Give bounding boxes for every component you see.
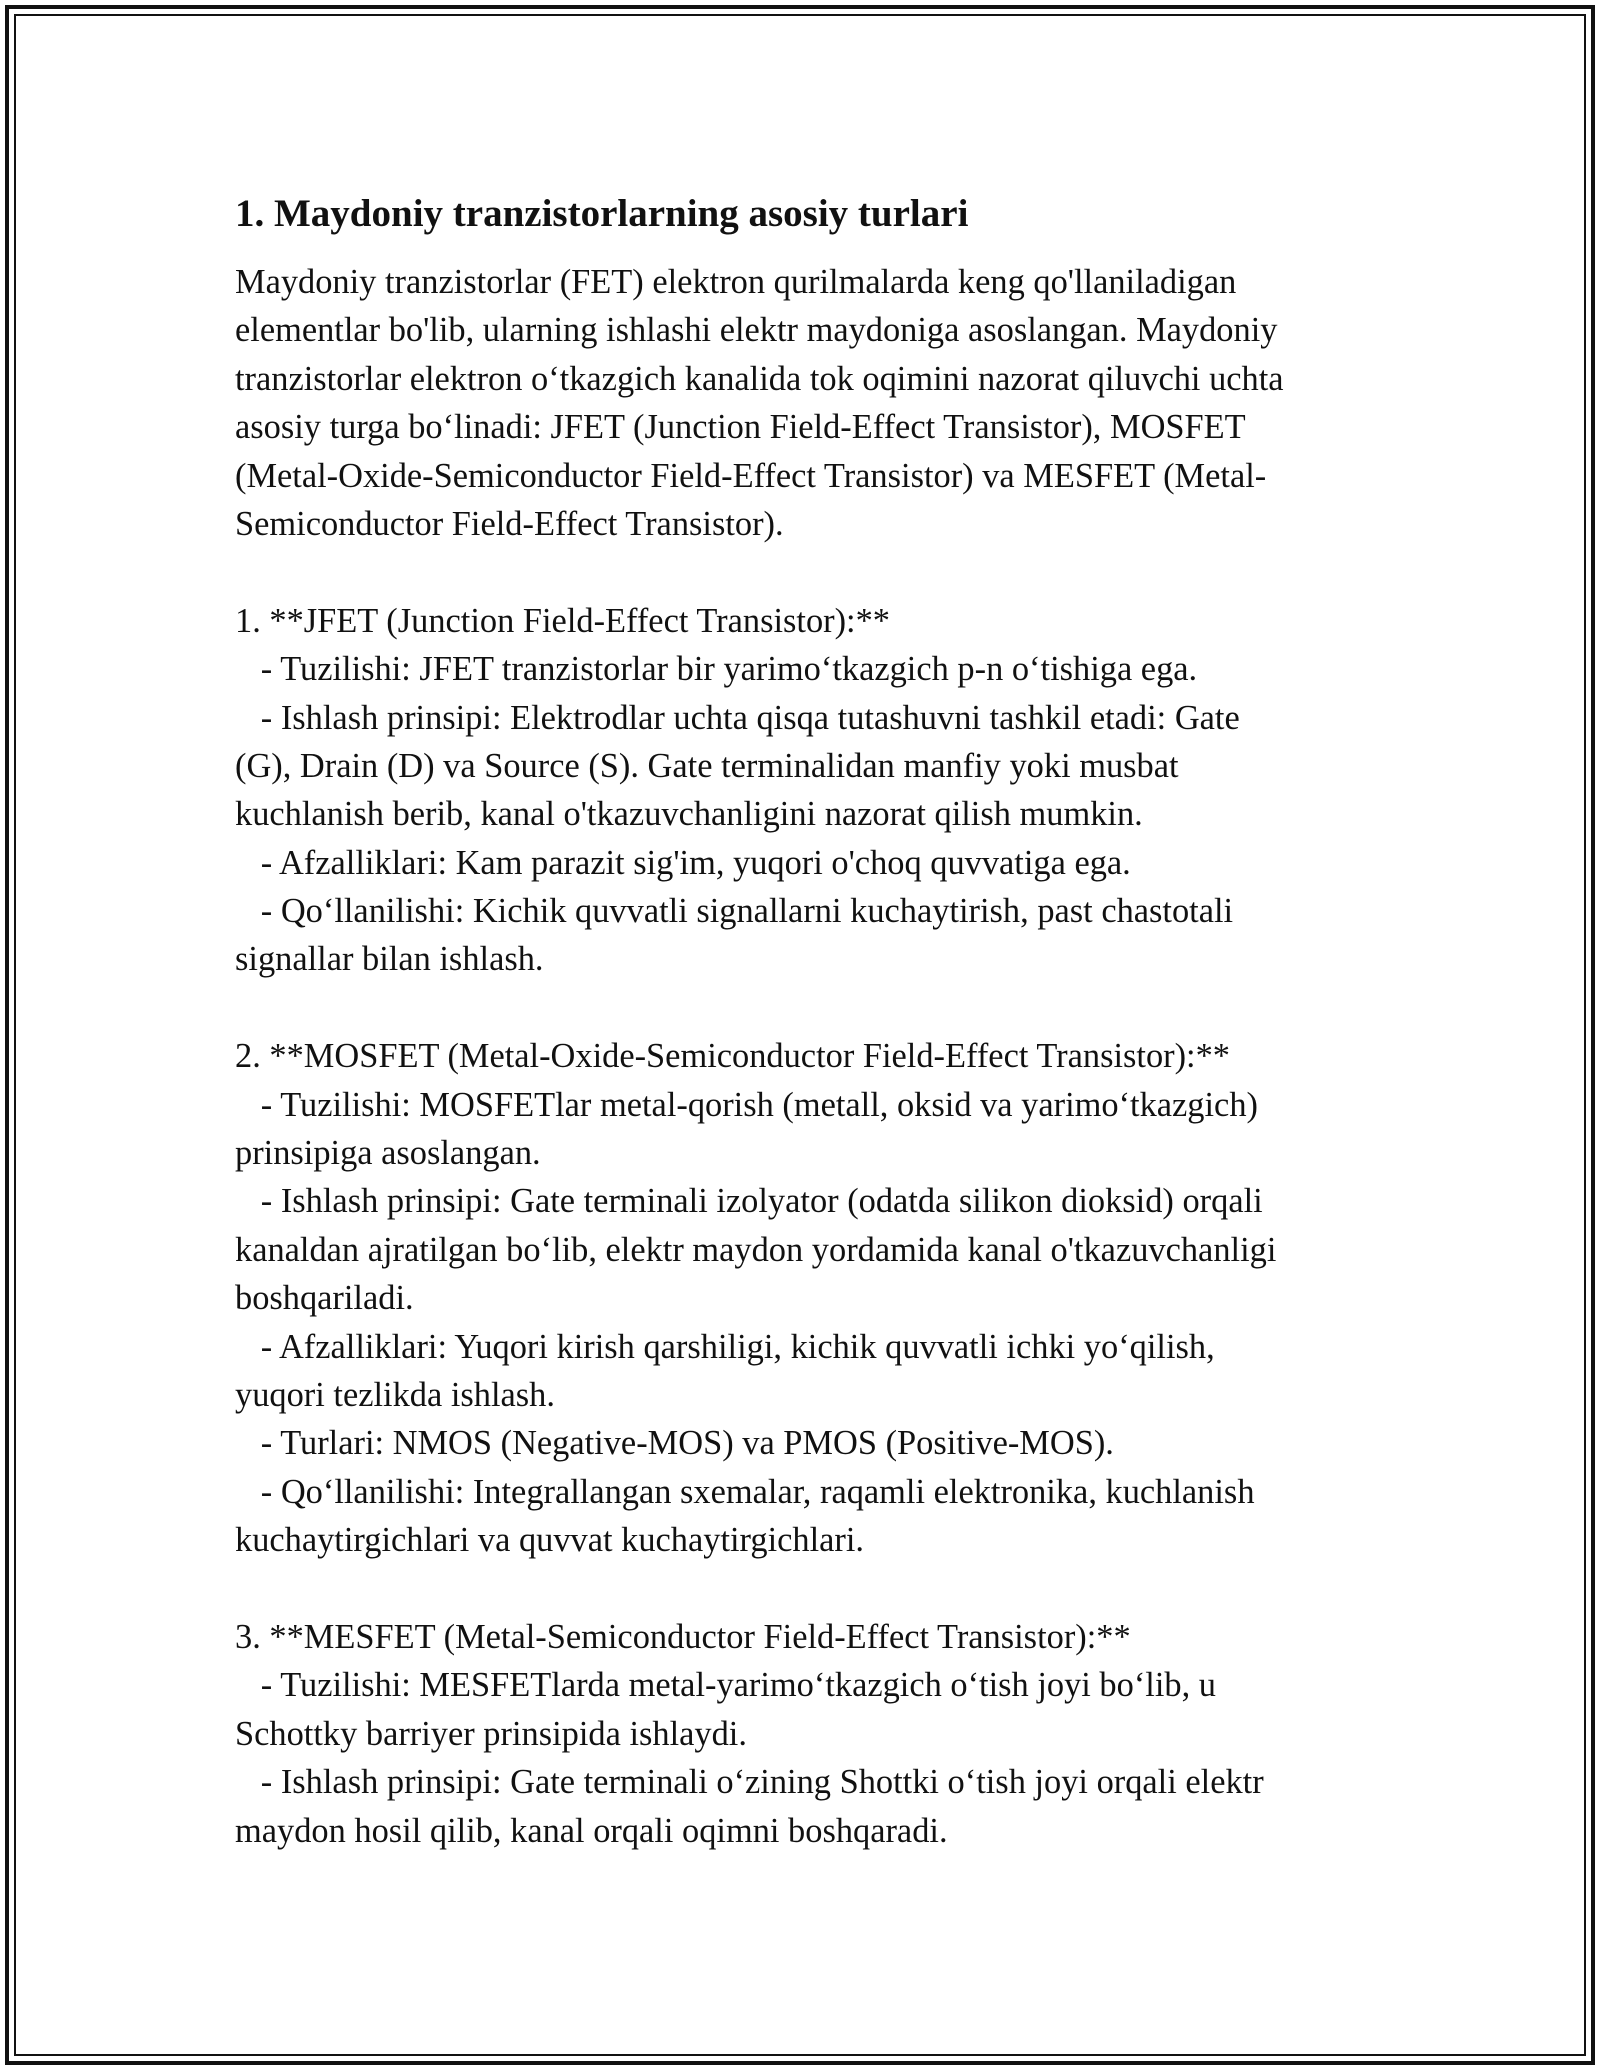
text-line: signallar bilan ishlash.	[235, 940, 544, 979]
text-line: 2. **MOSFET (Metal-Oxide-Semiconductor Field-Effect Transistor):**	[235, 1037, 1230, 1076]
blank-line	[235, 548, 1375, 596]
text-line: kanaldan ajratilgan bo‘lib, elektr maydon yordamida kanal o'tkazuvchanligi	[235, 1230, 1277, 1269]
text-line: - Tuzilishi: MOSFETlar metal-qorish (metall, oksid va yarimo‘tkazgich)	[235, 1085, 1258, 1124]
text-line: Schottky barriyer prinsipida ishlaydi.	[235, 1714, 747, 1753]
text-line: yuqori tezlikda ishlash.	[235, 1375, 555, 1414]
text-line: 1. **JFET (Junction Field-Effect Transistor):**	[235, 601, 890, 640]
text-line: Maydoniy tranzistorlar (FET) elektron qurilmalarda keng qo'llaniladigan	[235, 263, 1237, 301]
text-line: - Turlari: NMOS (Negative-MOS) va PMOS (Positive-MOS).	[235, 1424, 1114, 1463]
text-line: 3. **MESFET (Metal-Semiconductor Field-Effect Transistor):**	[235, 1617, 1131, 1656]
text-line: (Metal-Oxide-Semiconductor Field-Effect Transistor) va MESFET (Metal-	[235, 456, 1267, 495]
text-line: - Tuzilishi: JFET tranzistorlar bir yarimo‘tkazgich p-n o‘tishiga ega.	[235, 650, 1198, 689]
text-line: prinsipiga asoslangan.	[235, 1134, 541, 1173]
text-line: maydon hosil qilib, kanal orqali oqimni boshqaradi.	[235, 1811, 948, 1850]
text-line: - Qo‘llanilishi: Kichik quvvatli signallarni kuchaytirish, past chastotali	[235, 892, 1234, 931]
text-line: kuchaytirgichlari va quvvat kuchaytirgichlari.	[235, 1521, 865, 1560]
text-line: - Qo‘llanilishi: Integrallangan sxemalar, raqamli elektronika, kuchlanish	[235, 1472, 1255, 1511]
text-line: - Ishlash prinsipi: Gate terminali o‘zining Shottki o‘tish joyi orqali elektr	[235, 1763, 1264, 1802]
text-line: - Tuzilishi: MESFETlarda metal-yarimo‘tkazgich o‘tish joyi bo‘lib, u	[235, 1666, 1216, 1705]
blank-line	[235, 1565, 1375, 1613]
text-lines	[235, 258, 1375, 1855]
text-line: - Afzalliklari: Yuqori kirish qarshiligi, kichik quvvatli ichki yo‘qilish,	[235, 1327, 1215, 1366]
text-line: (G), Drain (D) va Source (S). Gate terminalidan manfiy yoki musbat	[235, 746, 1179, 785]
text-line: tranzistorlar elektron o‘tkazgich kanalida tok oqimini nazorat qiluvchi uchta	[235, 359, 1284, 398]
text-line: - Afzalliklari: Kam parazit sig'im, yuqori o'choq quvvatiga ega.	[235, 843, 1131, 882]
text-line: boshqariladi.	[235, 1279, 414, 1318]
blank-line	[235, 984, 1375, 1032]
text-line: - Ishlash prinsipi: Elektrodlar uchta qisqa tutashuvni tashkil etadi: Gate	[235, 698, 1240, 737]
document-body	[235, 188, 1375, 1855]
text-line: - Ishlash prinsipi: Gate terminali izolyator (odatda silikon dioksid) orqali	[235, 1182, 1263, 1221]
text-line: Semiconductor Field-Effect Transistor).	[235, 504, 784, 543]
text-line: elementlar bo'lib, ularning ishlashi elektr maydoniga asoslangan. Maydoniy	[235, 311, 1278, 350]
text-line: asosiy turga bo‘linadi: JFET (Junction Field-Effect Transistor), MOSFET	[235, 408, 1246, 447]
section-heading: 1. Maydoniy tranzistorlarning asosiy turlari	[235, 192, 969, 235]
text-line: kuchlanish berib, kanal o'tkazuvchanligini nazorat qilish mumkin.	[235, 795, 1143, 834]
